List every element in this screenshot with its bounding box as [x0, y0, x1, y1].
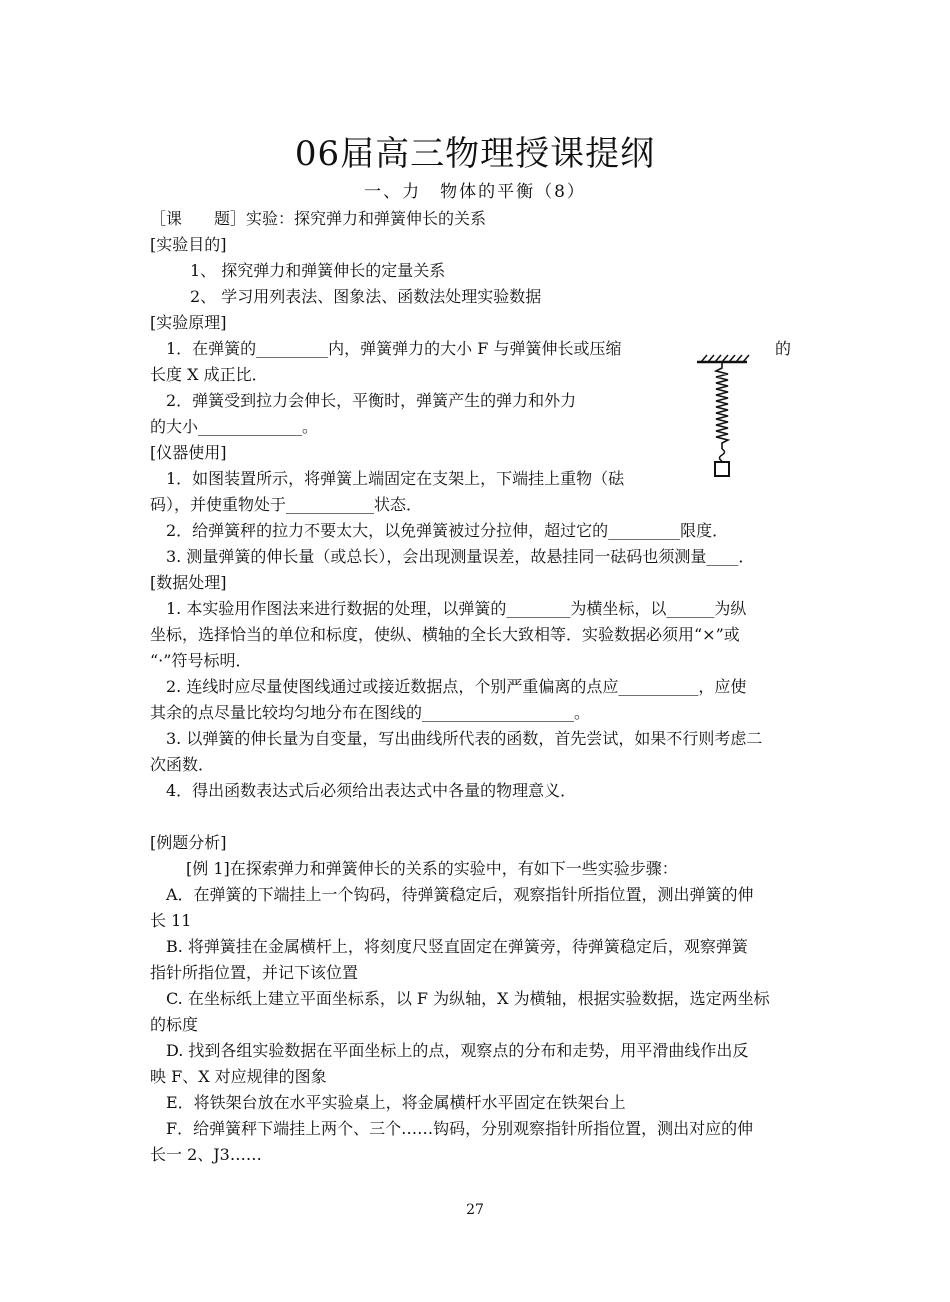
- principle-item-2: 2．弹簧受到拉力会伸长，平衡时，弹簧产生的弹力和外力: [166, 391, 577, 410]
- page-subtitle: 一、力 物体的平衡（8）: [364, 182, 586, 202]
- data-item-1: 1. 本实验用作图法来进行数据的处理，以弹簧的________为横坐标，以______为纵: [166, 599, 747, 618]
- example-intro: [例 1]在探索弹力和弹簧伸长的关系的实验中，有如下一些实验步骤：: [186, 859, 678, 878]
- principle-item-2-cont: 的大小_____________。: [150, 417, 319, 436]
- instrument-item-2: 2．给弹簧秤的拉力不要太大，以免弹簧被过分拉伸，超过它的_________限度．: [166, 521, 729, 540]
- example-heading: [例题分析]: [150, 833, 227, 852]
- example-step-d-cont: 映 F、X 对应规律的图象: [150, 1067, 327, 1086]
- example-step-c-cont: 的标度: [150, 1015, 199, 1034]
- purpose-heading: [实验目的]: [150, 235, 227, 254]
- page-number: 27: [466, 1202, 484, 1218]
- topic-line: ［课 题］实验：探究弹力和弹簧伸长的关系: [150, 209, 487, 228]
- data-item-3-cont: 次函数．: [150, 755, 215, 774]
- spring-coil: [716, 362, 728, 449]
- data-item-1-cont2: “·”符号标明．: [150, 651, 252, 670]
- example-step-d: D. 找到各组实验数据在平面坐标上的点，观察点的分布和走势，用平滑曲线作出反: [166, 1041, 749, 1060]
- example-step-c: C. 在坐标纸上建立平面坐标系，以 F 为纵轴，X 为横轴，根据实验数据，选定两坐标: [166, 989, 770, 1008]
- purpose-item: 1、 探究弹力和弹簧伸长的定量关系: [190, 261, 446, 280]
- page-title: 06届高三物理授课提纲: [294, 134, 656, 174]
- example-step-f: F．给弹簧秤下端挂上两个、三个……钩码，分别观察指针所指位置，测出对应的伸: [166, 1119, 754, 1138]
- hook: [720, 449, 725, 461]
- instrument-heading: [仪器使用]: [150, 443, 227, 462]
- principle-item-1-text: 1．在弹簧的_________内，弹簧弹力的大小 F 与弹簧伸长或压缩: [166, 339, 622, 358]
- example-step-b: B. 将弹簧挂在金属横杆上，将刻度尺竖直固定在弹簧旁，待弹簧稳定后，观察弹簧: [166, 937, 748, 956]
- purpose-item: 2、 学习用列表法、图象法、函数法处理实验数据: [190, 287, 542, 306]
- example-step-a: A．在弹簧的下端挂上一个钩码，待弹簧稳定后，观察指针所指位置，测出弹簧的伸: [166, 885, 754, 904]
- blank-line: [150, 804, 800, 830]
- instrument-item-1: 1．如图装置所示，将弹簧上端固定在支架上，下端挂上重物（砝: [166, 469, 625, 488]
- document-body: [150, 206, 800, 1168]
- spring-figure: [695, 352, 755, 482]
- example-step-b-cont: 指针所指位置，并记下该位置: [150, 963, 359, 982]
- instrument-item-1-cont: 码），并使重物处于___________状态．: [150, 495, 423, 514]
- data-item-2-cont: 其余的点尽量比较均匀地分布在图线的___________________。: [150, 703, 591, 722]
- principle-item-1-end: 的: [775, 339, 792, 358]
- instrument-item-3: 3. 测量弹簧的伸长量（或总长），会出现测量误差，故悬挂同一砝码也须测量____．: [166, 547, 755, 566]
- data-item-3: 3. 以弹簧的伸长量为自变量，写出曲线所代表的函数，首先尝试，如果不行则考虑二: [166, 729, 763, 748]
- data-item-1-cont: 坐标，选择恰当的单位和标度，使纵、横轴的全长大致相等．实验数据必须用“×”或: [150, 625, 740, 644]
- example-step-f-cont: 长一 2、J3……: [150, 1145, 262, 1164]
- data-item-2: 2. 连线时应尽量使图线通过或接近数据点，个别严重偏离的点应__________，应使: [166, 677, 747, 696]
- principle-item-1-cont: 长度 X 成正比．: [150, 365, 268, 384]
- example-step-e: E．将铁架台放在水平实验桌上，将金属横杆水平固定在铁架台上: [166, 1093, 626, 1112]
- example-step-a-cont: 长 11: [150, 911, 192, 930]
- weight-block: [715, 462, 729, 476]
- principle-heading: [实验原理]: [150, 313, 227, 332]
- data-item-4: 4．得出函数表达式后必须给出表达式中各量的物理意义．: [166, 781, 577, 800]
- support-bar: [697, 355, 749, 362]
- data-heading: [数据处理]: [150, 573, 227, 592]
